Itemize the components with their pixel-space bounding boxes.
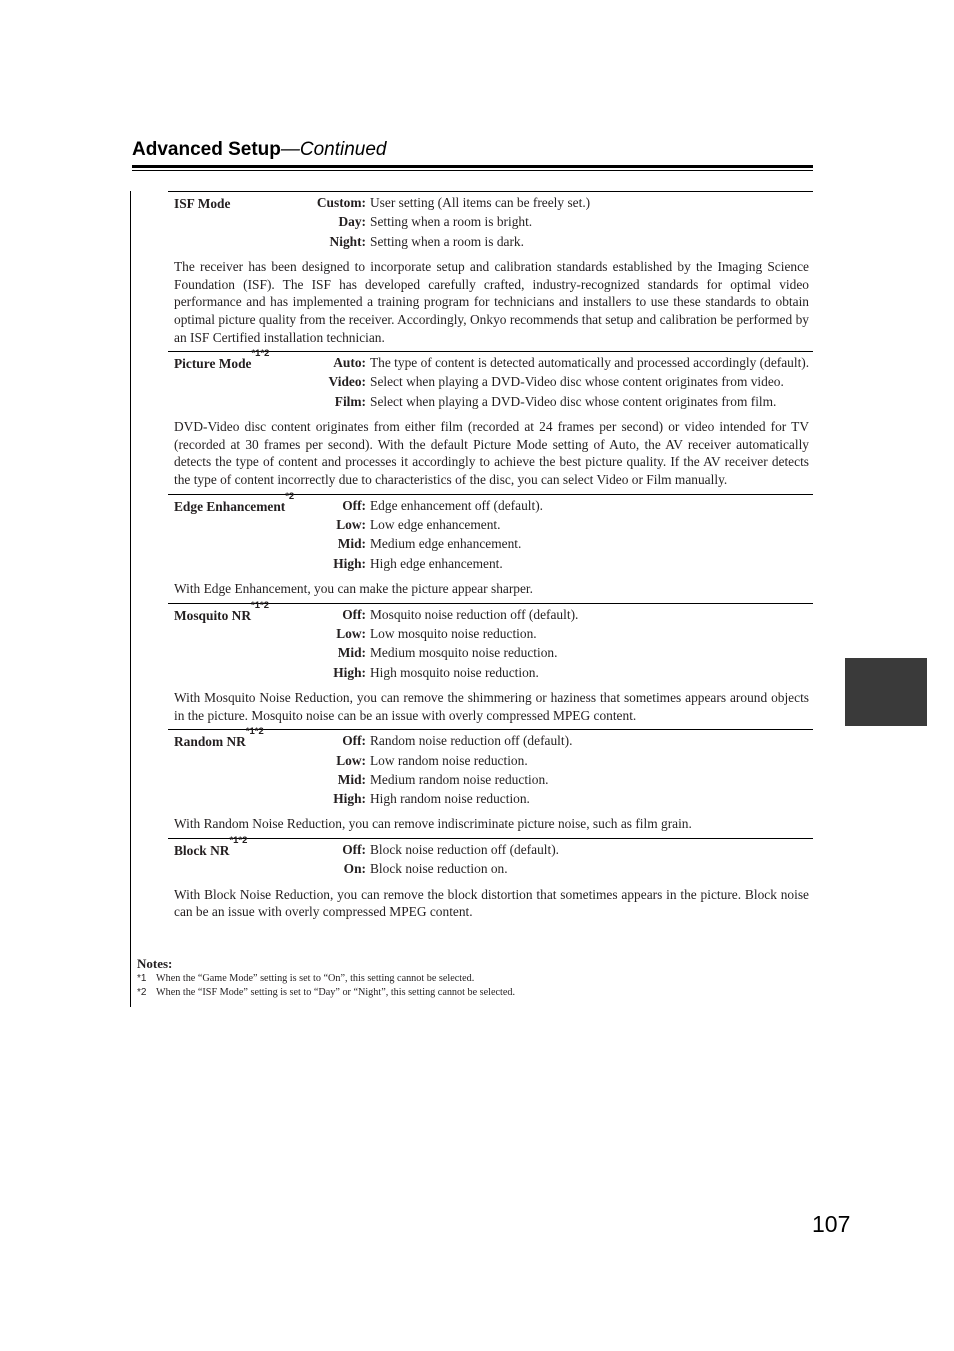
setting-name: Picture Mode$^{*1*2}$ bbox=[174, 348, 270, 372]
option-label: Off: bbox=[342, 497, 366, 513]
option-text: Mosquito noise reduction off (default). bbox=[370, 606, 579, 622]
option-label: Low: bbox=[336, 752, 366, 768]
page-number: 107 bbox=[812, 1211, 851, 1237]
option-text: Block noise reduction on. bbox=[370, 861, 508, 877]
option-text: Low edge enhancement. bbox=[370, 517, 501, 533]
option-label: Auto: bbox=[333, 355, 366, 371]
setting-description: With Random Noise Reduction, you can remove indiscriminate picture noise, such as film grain. bbox=[174, 816, 692, 832]
option-label: Mid: bbox=[337, 771, 366, 787]
footnote-ref: *1*2 bbox=[245, 726, 264, 738]
settings-table bbox=[168, 191, 813, 926]
option-text: Select when playing a DVD-Video disc whose content originates from video. bbox=[370, 374, 784, 390]
note-item bbox=[137, 972, 817, 986]
page-header bbox=[132, 138, 813, 162]
option-label: Mid: bbox=[337, 536, 366, 552]
footnote-ref: *1*2 bbox=[229, 835, 248, 847]
header-rule-thick bbox=[132, 165, 813, 168]
setting-description: With Edge Enhancement, you can make the picture appear sharper. bbox=[174, 581, 533, 596]
note-mark: *2 bbox=[137, 987, 147, 998]
setting-name: Random $NR^{*1*2}$ bbox=[174, 726, 264, 750]
setting-description: DVD-Video disc content originates from either film (recorded at 24 frames per second) or video intended for TV (recorded at 30 frames per second). With the default Picture Mode setting of Auto, the AV receiver automatically detects the type of content and processes it accordingly to achieve the best picture quality. If the AV receiver detects the type of content incorrectly due to characteristics of the disc, you can select Video or Film manually. bbox=[174, 419, 809, 488]
option-text: Low mosquito noise reduction. bbox=[370, 626, 537, 641]
option-label: Low: bbox=[336, 626, 366, 641]
setting-block-nr bbox=[168, 835, 813, 921]
option-text: Setting when a room is bright. bbox=[370, 214, 533, 230]
option-text: High edge enhancement. bbox=[370, 555, 503, 571]
option-text: Edge enhancement off (default). bbox=[370, 497, 544, 513]
option-text: The type of content is detected automatically and processed accordingly (default). bbox=[370, 355, 810, 371]
footnote-ref: *1*2 bbox=[251, 599, 269, 611]
option-label: Custom: bbox=[316, 195, 366, 210]
option-text: Random noise reduction off (default). bbox=[370, 733, 573, 749]
option-label: Video: bbox=[328, 374, 366, 390]
setting-name: Mosquito $NR^{*1*2}$ bbox=[174, 599, 269, 623]
setting-random-nr bbox=[168, 726, 813, 833]
note-mark: *1 bbox=[137, 973, 147, 984]
option-text: Medium edge enhancement. bbox=[370, 536, 522, 552]
footnote-ref: *2 bbox=[285, 490, 295, 502]
footnote-ref: *1*2 bbox=[251, 348, 270, 360]
option-text: High random noise reduction. bbox=[370, 791, 530, 807]
setting-isf-mode bbox=[168, 191, 813, 346]
option-label: Mid: bbox=[337, 645, 366, 661]
option-label: High: bbox=[333, 664, 366, 680]
setting-name: Block $NR^{*1*2}$ bbox=[174, 835, 248, 859]
header-rule-thin bbox=[132, 170, 813, 171]
setting-edge-enhancement bbox=[168, 490, 813, 598]
note-item bbox=[137, 986, 817, 1000]
setting-picture-mode bbox=[168, 348, 813, 488]
option-label: Off: bbox=[342, 606, 366, 622]
option-label: High: bbox=[333, 555, 366, 571]
option-label: Off: bbox=[342, 842, 366, 858]
option-text: Low random noise reduction. bbox=[370, 752, 528, 768]
option-text: High mosquito noise reduction. bbox=[370, 664, 539, 680]
setting-description: With Block Noise Reduction, you can remove the block distortion that sometimes appears in the picture. Block noise can be an issue with overly compressed MPEG content. bbox=[174, 886, 809, 920]
option-label: High: bbox=[333, 791, 366, 807]
setting-name: Edge Enhancement$^{*2}$ bbox=[174, 490, 295, 514]
option-text: Block noise reduction off (default). bbox=[370, 842, 560, 858]
option-label: On: bbox=[343, 861, 366, 877]
option-label: Day: bbox=[338, 214, 366, 230]
page-title bbox=[132, 138, 813, 162]
option-text: Setting when a room is dark. bbox=[370, 233, 524, 249]
option-text: User setting (All items can be freely set.) bbox=[370, 195, 591, 210]
margin-rule bbox=[130, 191, 131, 1007]
page-title-main: Advanced Setup bbox=[132, 139, 281, 160]
option-label: Low: bbox=[336, 517, 366, 533]
setting-name: ISF Mode bbox=[174, 196, 231, 211]
option-label: Off: bbox=[342, 733, 366, 749]
setting-description: The receiver has been designed to incorporate setup and calibration standards established by the Imaging Science Foundation (ISF). The ISF has developed carefully crafted, industry-recognized standards for optimal video performance and has implemented a training program for technicians and installers to use these standards to obtain optimal picture quality from the receiver. Accordingly, Onkyo recommends that setup and calibration be performed by an ISF Certified installation technician. bbox=[174, 258, 809, 345]
option-label: Film: bbox=[334, 393, 366, 409]
option-text: Medium random noise reduction. bbox=[370, 771, 549, 787]
option-text: Medium mosquito noise reduction. bbox=[370, 645, 558, 661]
note-text: When the “ISF Mode” setting is set to “Day” or “Night”, this setting cannot be selected. bbox=[156, 987, 516, 998]
option-text: Select when playing a DVD-Video disc whose content originates from film. bbox=[370, 393, 777, 409]
option-label: Night: bbox=[329, 233, 366, 249]
setting-mosquito-nr bbox=[168, 599, 813, 725]
setting-description: With Mosquito Noise Reduction, you can remove the shimmering or haziness that sometimes appears around objects in the picture. Mosquito noise can be an issue with overly compressed MPEG content. bbox=[174, 689, 809, 723]
notes-title: Notes: bbox=[137, 956, 173, 971]
note-text: When the “Game Mode” setting is set to “On”, this setting cannot be selected. bbox=[156, 973, 475, 984]
chapter-tab bbox=[845, 658, 927, 726]
notes bbox=[137, 955, 817, 1000]
page-title-continued: —Continued bbox=[280, 139, 387, 160]
